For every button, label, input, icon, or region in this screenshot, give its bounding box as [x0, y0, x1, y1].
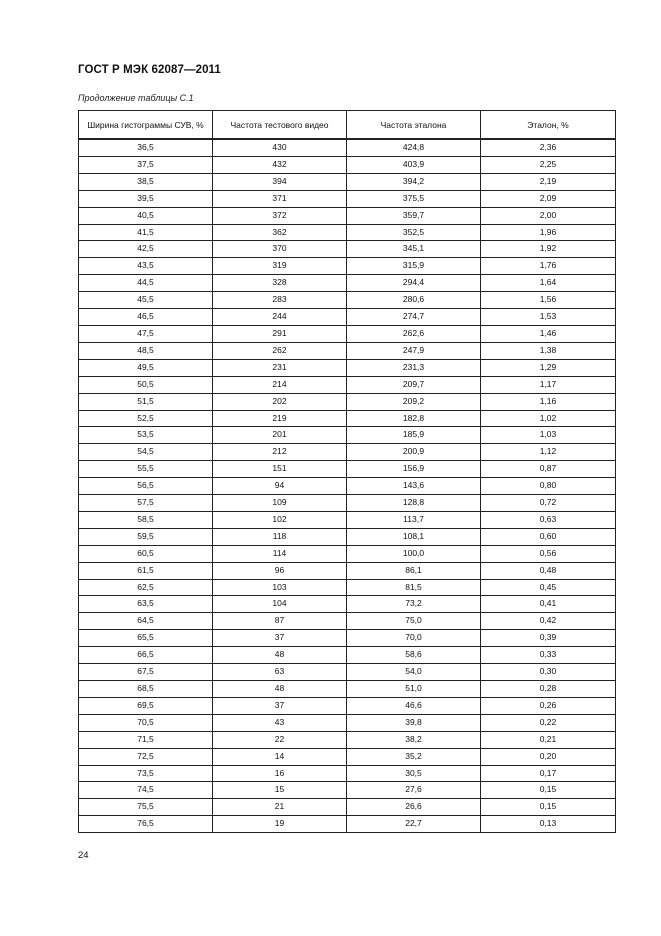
cell-test-video-frequency: 319	[213, 258, 347, 275]
cell-reference-frequency: 247,9	[347, 342, 481, 359]
table-row	[79, 207, 616, 224]
cell-histogram-width: 48,5	[79, 342, 213, 359]
cell-reference-percent: 1,03	[481, 427, 616, 444]
data-table	[78, 110, 616, 833]
cell-reference-frequency: 108,1	[347, 528, 481, 545]
table-row	[79, 461, 616, 478]
cell-histogram-width: 75,5	[79, 799, 213, 816]
cell-reference-percent: 0,20	[481, 748, 616, 765]
column-header-histogram-width: Ширина гистограммы СУВ, %	[79, 111, 213, 140]
cell-test-video-frequency: 48	[213, 647, 347, 664]
cell-histogram-width: 74,5	[79, 782, 213, 799]
table-row	[79, 342, 616, 359]
cell-reference-percent: 0,13	[481, 816, 616, 833]
cell-histogram-width: 38,5	[79, 173, 213, 190]
table-row	[79, 410, 616, 427]
table-row	[79, 528, 616, 545]
cell-test-video-frequency: 212	[213, 444, 347, 461]
cell-reference-percent: 0,80	[481, 478, 616, 495]
cell-reference-percent: 1,16	[481, 393, 616, 410]
cell-reference-percent: 1,46	[481, 325, 616, 342]
cell-reference-percent: 1,96	[481, 224, 616, 241]
cell-reference-frequency: 156,9	[347, 461, 481, 478]
table-row	[79, 224, 616, 241]
cell-histogram-width: 39,5	[79, 190, 213, 207]
cell-reference-frequency: 185,9	[347, 427, 481, 444]
cell-test-video-frequency: 244	[213, 309, 347, 326]
cell-histogram-width: 58,5	[79, 511, 213, 528]
cell-test-video-frequency: 22	[213, 731, 347, 748]
cell-reference-frequency: 113,7	[347, 511, 481, 528]
table-row	[79, 478, 616, 495]
table-row	[79, 156, 616, 173]
cell-test-video-frequency: 104	[213, 596, 347, 613]
table-row	[79, 511, 616, 528]
cell-histogram-width: 61,5	[79, 562, 213, 579]
table-row	[79, 275, 616, 292]
cell-reference-percent: 0,30	[481, 664, 616, 681]
cell-test-video-frequency: 94	[213, 478, 347, 495]
cell-histogram-width: 54,5	[79, 444, 213, 461]
cell-test-video-frequency: 430	[213, 139, 347, 156]
cell-test-video-frequency: 96	[213, 562, 347, 579]
cell-histogram-width: 71,5	[79, 731, 213, 748]
table-row	[79, 545, 616, 562]
table-row	[79, 681, 616, 698]
table-row	[79, 309, 616, 326]
cell-reference-frequency: 280,6	[347, 292, 481, 309]
cell-histogram-width: 45,5	[79, 292, 213, 309]
cell-reference-percent: 0,41	[481, 596, 616, 613]
cell-reference-percent: 2,36	[481, 139, 616, 156]
cell-histogram-width: 56,5	[79, 478, 213, 495]
cell-reference-percent: 2,00	[481, 207, 616, 224]
cell-test-video-frequency: 214	[213, 376, 347, 393]
table-row	[79, 190, 616, 207]
cell-reference-frequency: 81,5	[347, 579, 481, 596]
table-row	[79, 816, 616, 833]
table-row	[79, 630, 616, 647]
cell-test-video-frequency: 371	[213, 190, 347, 207]
cell-histogram-width: 65,5	[79, 630, 213, 647]
table-row	[79, 714, 616, 731]
cell-reference-frequency: 315,9	[347, 258, 481, 275]
cell-test-video-frequency: 21	[213, 799, 347, 816]
cell-reference-frequency: 30,5	[347, 765, 481, 782]
cell-reference-percent: 2,25	[481, 156, 616, 173]
table-row	[79, 139, 616, 156]
table-row	[79, 596, 616, 613]
cell-reference-percent: 1,53	[481, 309, 616, 326]
cell-reference-frequency: 35,2	[347, 748, 481, 765]
cell-test-video-frequency: 219	[213, 410, 347, 427]
cell-histogram-width: 36,5	[79, 139, 213, 156]
cell-reference-percent: 0,56	[481, 545, 616, 562]
cell-histogram-width: 67,5	[79, 664, 213, 681]
cell-histogram-width: 46,5	[79, 309, 213, 326]
cell-test-video-frequency: 231	[213, 359, 347, 376]
cell-histogram-width: 53,5	[79, 427, 213, 444]
cell-reference-frequency: 58,6	[347, 647, 481, 664]
table-row	[79, 613, 616, 630]
cell-reference-frequency: 182,8	[347, 410, 481, 427]
cell-reference-percent: 1,38	[481, 342, 616, 359]
cell-reference-percent: 0,28	[481, 681, 616, 698]
table-row	[79, 782, 616, 799]
cell-reference-frequency: 352,5	[347, 224, 481, 241]
cell-histogram-width: 70,5	[79, 714, 213, 731]
cell-reference-frequency: 38,2	[347, 731, 481, 748]
cell-reference-percent: 0,45	[481, 579, 616, 596]
cell-histogram-width: 60,5	[79, 545, 213, 562]
cell-test-video-frequency: 37	[213, 630, 347, 647]
cell-reference-percent: 0,15	[481, 799, 616, 816]
column-header-test-video-frequency: Частота тестового видео	[213, 111, 347, 140]
cell-reference-percent: 0,42	[481, 613, 616, 630]
table-row	[79, 579, 616, 596]
cell-reference-percent: 1,56	[481, 292, 616, 309]
cell-reference-frequency: 231,3	[347, 359, 481, 376]
cell-reference-frequency: 200,9	[347, 444, 481, 461]
cell-reference-frequency: 274,7	[347, 309, 481, 326]
table-row	[79, 427, 616, 444]
cell-reference-frequency: 75,0	[347, 613, 481, 630]
cell-reference-frequency: 403,9	[347, 156, 481, 173]
cell-histogram-width: 64,5	[79, 613, 213, 630]
cell-reference-percent: 0,63	[481, 511, 616, 528]
document-header: ГОСТ Р МЭК 62087—2011	[78, 64, 221, 76]
cell-histogram-width: 41,5	[79, 224, 213, 241]
table-row	[79, 731, 616, 748]
cell-reference-percent: 1,92	[481, 241, 616, 258]
cell-histogram-width: 44,5	[79, 275, 213, 292]
table-row	[79, 325, 616, 342]
cell-test-video-frequency: 283	[213, 292, 347, 309]
cell-reference-percent: 2,09	[481, 190, 616, 207]
cell-reference-percent: 0,21	[481, 731, 616, 748]
cell-reference-percent: 1,02	[481, 410, 616, 427]
cell-reference-percent: 0,26	[481, 697, 616, 714]
cell-histogram-width: 52,5	[79, 410, 213, 427]
table-row	[79, 495, 616, 512]
column-header-reference-percent: Эталон, %	[481, 111, 616, 140]
cell-reference-percent: 0,60	[481, 528, 616, 545]
cell-test-video-frequency: 103	[213, 579, 347, 596]
cell-reference-frequency: 345,1	[347, 241, 481, 258]
cell-histogram-width: 76,5	[79, 816, 213, 833]
cell-reference-percent: 1,17	[481, 376, 616, 393]
cell-reference-frequency: 27,6	[347, 782, 481, 799]
table-row	[79, 647, 616, 664]
data-table-container	[78, 110, 615, 833]
cell-test-video-frequency: 43	[213, 714, 347, 731]
table-row	[79, 292, 616, 309]
table-row	[79, 765, 616, 782]
table-header-row	[79, 111, 616, 140]
cell-reference-frequency: 128,8	[347, 495, 481, 512]
cell-reference-frequency: 22,7	[347, 816, 481, 833]
cell-test-video-frequency: 118	[213, 528, 347, 545]
cell-histogram-width: 40,5	[79, 207, 213, 224]
cell-reference-frequency: 46,6	[347, 697, 481, 714]
cell-histogram-width: 73,5	[79, 765, 213, 782]
cell-reference-frequency: 73,2	[347, 596, 481, 613]
table-row	[79, 258, 616, 275]
cell-test-video-frequency: 202	[213, 393, 347, 410]
cell-test-video-frequency: 37	[213, 697, 347, 714]
table-row	[79, 376, 616, 393]
cell-histogram-width: 66,5	[79, 647, 213, 664]
table-row	[79, 444, 616, 461]
cell-reference-frequency: 51,0	[347, 681, 481, 698]
table-caption: Продолжение таблицы С.1	[78, 93, 194, 103]
page-number: 24	[78, 850, 89, 861]
table-row	[79, 799, 616, 816]
cell-test-video-frequency: 48	[213, 681, 347, 698]
cell-reference-frequency: 70,0	[347, 630, 481, 647]
cell-reference-percent: 0,39	[481, 630, 616, 647]
cell-histogram-width: 42,5	[79, 241, 213, 258]
table-row	[79, 562, 616, 579]
cell-histogram-width: 55,5	[79, 461, 213, 478]
table-row	[79, 664, 616, 681]
cell-reference-frequency: 375,5	[347, 190, 481, 207]
cell-histogram-width: 43,5	[79, 258, 213, 275]
cell-reference-frequency: 424,8	[347, 139, 481, 156]
cell-histogram-width: 51,5	[79, 393, 213, 410]
cell-test-video-frequency: 15	[213, 782, 347, 799]
cell-reference-percent: 0,33	[481, 647, 616, 664]
cell-histogram-width: 63,5	[79, 596, 213, 613]
cell-test-video-frequency: 362	[213, 224, 347, 241]
cell-test-video-frequency: 432	[213, 156, 347, 173]
cell-test-video-frequency: 63	[213, 664, 347, 681]
cell-histogram-width: 68,5	[79, 681, 213, 698]
cell-reference-percent: 0,15	[481, 782, 616, 799]
cell-reference-frequency: 26,6	[347, 799, 481, 816]
cell-reference-percent: 0,72	[481, 495, 616, 512]
cell-reference-frequency: 359,7	[347, 207, 481, 224]
cell-histogram-width: 59,5	[79, 528, 213, 545]
cell-reference-percent: 0,48	[481, 562, 616, 579]
cell-histogram-width: 47,5	[79, 325, 213, 342]
cell-histogram-width: 37,5	[79, 156, 213, 173]
cell-reference-frequency: 262,6	[347, 325, 481, 342]
cell-test-video-frequency: 102	[213, 511, 347, 528]
cell-test-video-frequency: 201	[213, 427, 347, 444]
cell-reference-percent: 2,19	[481, 173, 616, 190]
table-row	[79, 359, 616, 376]
table-row	[79, 748, 616, 765]
table-row	[79, 697, 616, 714]
cell-histogram-width: 49,5	[79, 359, 213, 376]
cell-test-video-frequency: 16	[213, 765, 347, 782]
table-row	[79, 173, 616, 190]
cell-test-video-frequency: 328	[213, 275, 347, 292]
cell-reference-percent: 0,87	[481, 461, 616, 478]
cell-test-video-frequency: 394	[213, 173, 347, 190]
cell-histogram-width: 50,5	[79, 376, 213, 393]
cell-test-video-frequency: 19	[213, 816, 347, 833]
cell-test-video-frequency: 262	[213, 342, 347, 359]
cell-test-video-frequency: 151	[213, 461, 347, 478]
cell-histogram-width: 72,5	[79, 748, 213, 765]
cell-reference-percent: 1,12	[481, 444, 616, 461]
cell-reference-percent: 1,76	[481, 258, 616, 275]
cell-test-video-frequency: 370	[213, 241, 347, 258]
cell-test-video-frequency: 114	[213, 545, 347, 562]
column-header-reference-frequency: Частота эталона	[347, 111, 481, 140]
cell-test-video-frequency: 291	[213, 325, 347, 342]
table-row	[79, 393, 616, 410]
cell-test-video-frequency: 14	[213, 748, 347, 765]
cell-histogram-width: 57,5	[79, 495, 213, 512]
cell-histogram-width: 62,5	[79, 579, 213, 596]
cell-reference-percent: 1,64	[481, 275, 616, 292]
cell-reference-frequency: 100,0	[347, 545, 481, 562]
cell-reference-percent: 0,17	[481, 765, 616, 782]
cell-test-video-frequency: 109	[213, 495, 347, 512]
cell-reference-frequency: 394,2	[347, 173, 481, 190]
cell-reference-frequency: 143,6	[347, 478, 481, 495]
cell-reference-percent: 0,22	[481, 714, 616, 731]
cell-histogram-width: 69,5	[79, 697, 213, 714]
cell-reference-percent: 1,29	[481, 359, 616, 376]
cell-reference-frequency: 54,0	[347, 664, 481, 681]
table-body	[79, 139, 616, 833]
cell-reference-frequency: 294,4	[347, 275, 481, 292]
cell-reference-frequency: 86,1	[347, 562, 481, 579]
cell-test-video-frequency: 87	[213, 613, 347, 630]
cell-reference-frequency: 209,7	[347, 376, 481, 393]
cell-reference-frequency: 39,8	[347, 714, 481, 731]
table-row	[79, 241, 616, 258]
cell-reference-frequency: 209,2	[347, 393, 481, 410]
cell-test-video-frequency: 372	[213, 207, 347, 224]
